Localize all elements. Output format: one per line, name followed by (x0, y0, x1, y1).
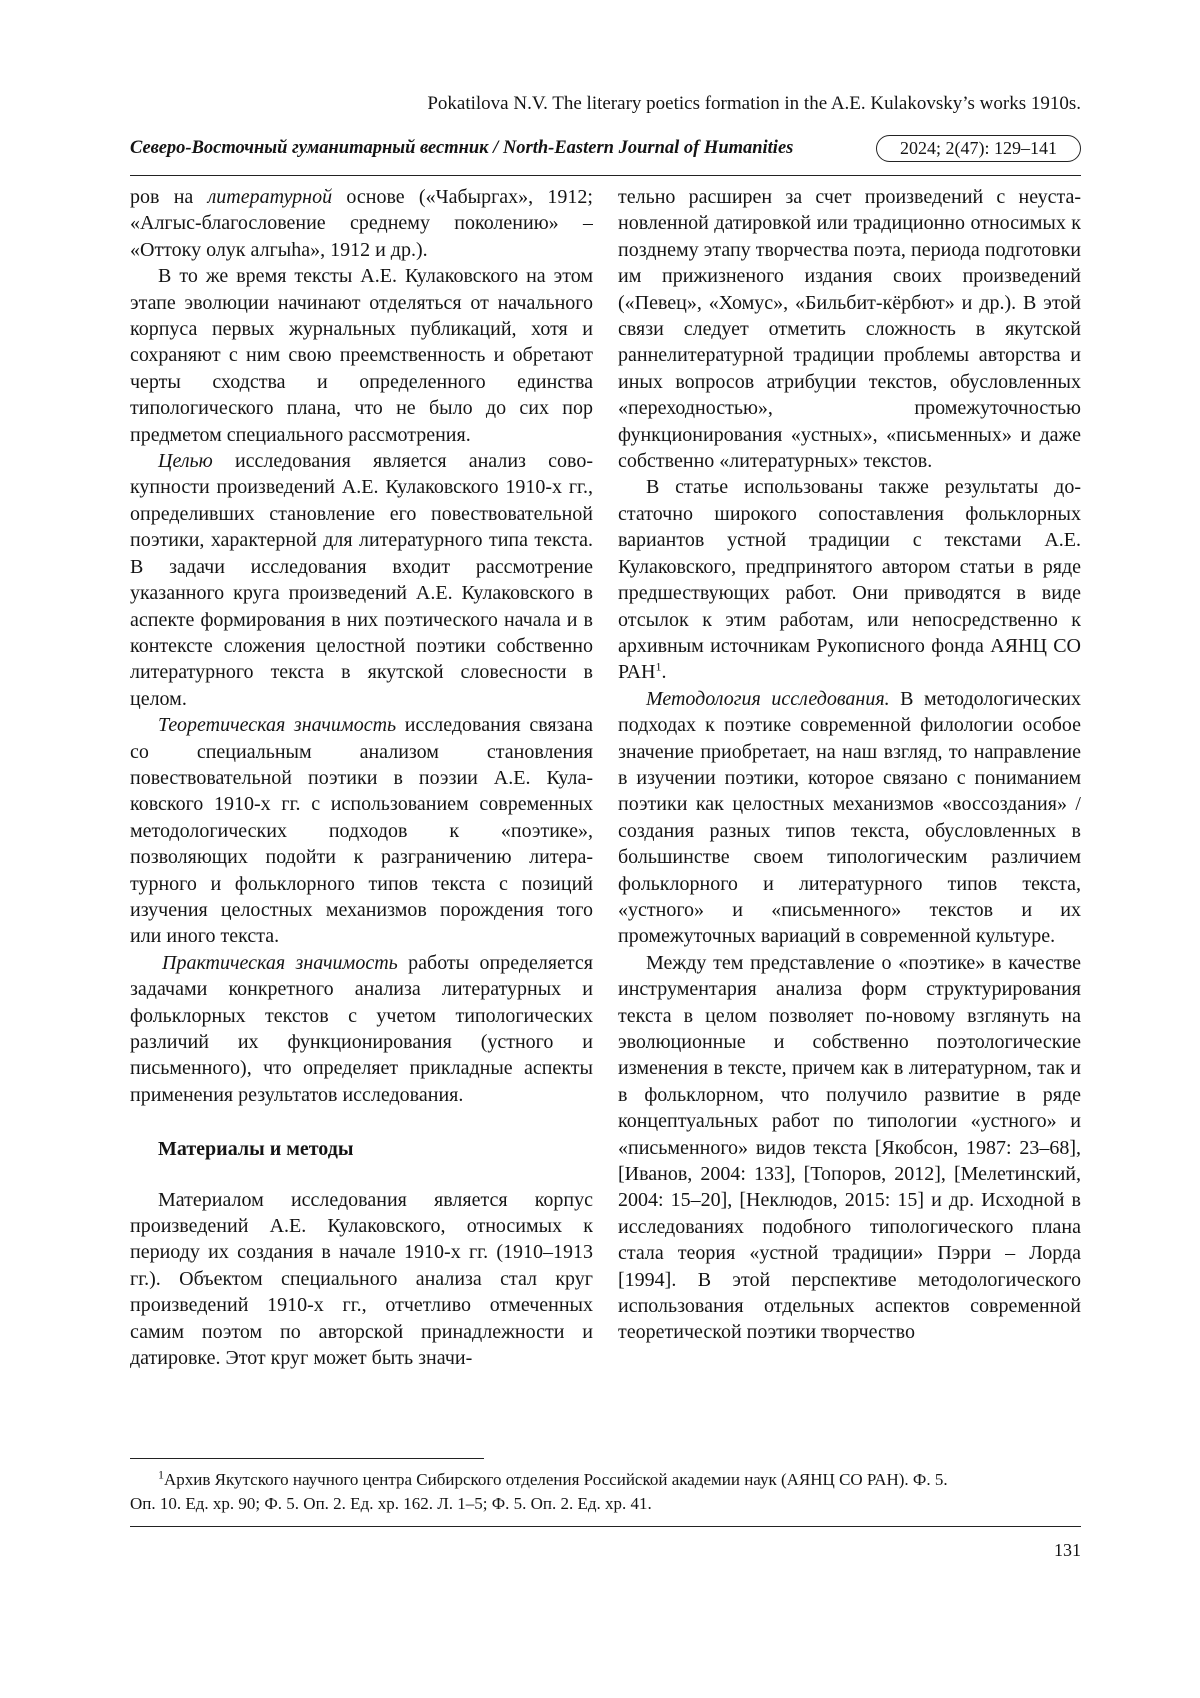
paragraph-goal: Целью исследования является анализ совокупности произведений А.Е. Кулаковского 1910-х гг., определивших становление его повествовательной поэтики, характерной для литературного типа текста. В задачи исследования входит рассмотрение указанного круга произведений А.Е. Кулаковского в аспекте формирования в них поэтического начала и в контексте сложения целостной поэтики собственно литературного текста в якутской словесности в целом. (130, 450, 593, 710)
paragraph-methodology: Методология исследования. В методологических подходах к поэтике современной филологии особое значение приобретает, на наш взгляд, то направление в изучении поэтики, которое связано с пониманием поэтики как целостных механизмов «воссоздания» / создания разных типов текста, обусловленных в большинстве своем типологическим различием фольклорного и литературного типов текста, «устного» и «письменного» текстов и их промежуточных вариаций в современной культуре. (618, 687, 1081, 948)
footnote-ref[interactable]: 1 (655, 659, 662, 674)
page-number: 131 (1054, 1540, 1081, 1560)
paragraph: В то же время тексты А.Е. Кулаковского на этом этапе эволюции начинают отделяться от начального корпуса первых журнальных публикаций, хотя и сохраняют с ним свою преемственность и обретают черты сходства и определенного единства типологического плана, что не было до сих пор предметом специального рассмотрения. (130, 265, 593, 446)
left-column (130, 184, 593, 1452)
header-rule (130, 175, 1081, 176)
footer-rule (130, 1526, 1081, 1527)
section-heading: Материалы и методы (158, 1138, 354, 1161)
paragraph-materials: Материалом исследования является корпус произведений А.Е. Кулаковского, относимых к периоду их создания в начале 1910-х гг. (1910–1913 гг.). Объектом специального анализа стал круг произведений 1910-х гг., отчетливо отмеченных самим поэтом по авторской принадлежности и датировке. Этот круг может быть значи- (130, 1188, 593, 1370)
paragraph-practical-significance: Практическая значимость работы определяется задачами конкретного анализа литературных и фольклорных текстов с учетом типологических различий их функционирования (устного и письменного), что определяет прикладные аспекты применения результатов исследования. (130, 951, 593, 1106)
paragraph: В статье использованы также результаты достаточно широкого сопоставления фольклорных вариантов устной традиции с текстами А.Е. Кулаковского, предпринятого автором статьи в ряде предшествующих работ. Они приводятся в виде отсылок к этим работам, или непосредственно к архивным источникам Рукописного фонда АЯНЦ СО РАН$^1$. (618, 476, 1081, 684)
paragraph: ров на литературной основе («Чабыргах», 1912; «Алгыс-благословение среднему поколению» – «Оттоку олук алгыһа», 1912 и др.). (130, 186, 593, 261)
journal-header (130, 130, 1081, 174)
footnote-rule (130, 1458, 484, 1459)
issue-badge: 2024; 2(47): 129–141 (876, 135, 1081, 162)
paragraph: Между тем представление о «поэтике» в качестве инструментария анализа форм структурирования текста в целом позволяет по-новому взглянуть на эволюционные и собственно поэтологические изменения в тексте, причем как в литературном, так и в фольклорном, что получило развитие в ряде концептуальных работ по типологии «устного» и «письменного» видов текста [Якобсон, 1987: 23–68], [Иванов, 2004: 133], [Топоров, 2012], [Мелетинский, 2004: 15–20], [Неклюдов, 2015: 15] и др. Исходной в исследованиях подобного типологического плана стала теория «устной традиции» Пэрри – Лорда [1994]. В этой перспективе методологического использования отдельных аспектов современной теоретической поэтики творчество (618, 951, 1081, 1344)
running-title: Pokatilova N.V. The literary poetics formation in the A.E. Kulakovsky’s works 1910s. (427, 93, 1081, 114)
paragraph: тельно расширен за счет произведений с неустановленной датировкой или традиционно относимых к позднему этапу творчества поэта, периода подготовки им прижизненого издания своих произведений («Певец», «Хомус», «Бильбит-кёрбют» и др.). В этой связи следует отметить сложность в якутской раннелитературной традиции проблемы авторства и иных вопросов атрибуции текстов, обусловленных «переходностью», промежуточностью функционирования «устных», «письменных» и даже собственно «литературных» текстов. (618, 186, 1081, 473)
journal-name: Северо-Восточный гуманитарный вестник / North-Eastern Journal of Humanities (130, 138, 794, 158)
paragraph-theoretical-significance: Теоретическая значимость исследования связана со специальным анализом становления повествовательной поэтики в поэзии А.Е. Кулаковского 1910-х гг. с использованием современных методологических подходов к «поэтике», позволяющих подойти к разграничению литературного и фольклорного типов текста с позиций изучения целостных механизмов порождения того или иного текста. (130, 714, 593, 948)
footnote-marker: 1 (158, 1467, 164, 1482)
right-column (618, 184, 1081, 1452)
footnote: $^1$Архив Якутского научного центра Сибирского отделения Российской академии наук (АЯНЦ СО РАН). Ф. 5. Оп. 10. Ед. хр. 90; Ф. 5. Оп. 2. Ед. хр. 162. Л. 1–5; Ф. 5. Оп. 2. Ед. хр. 41. (130, 1467, 948, 1513)
